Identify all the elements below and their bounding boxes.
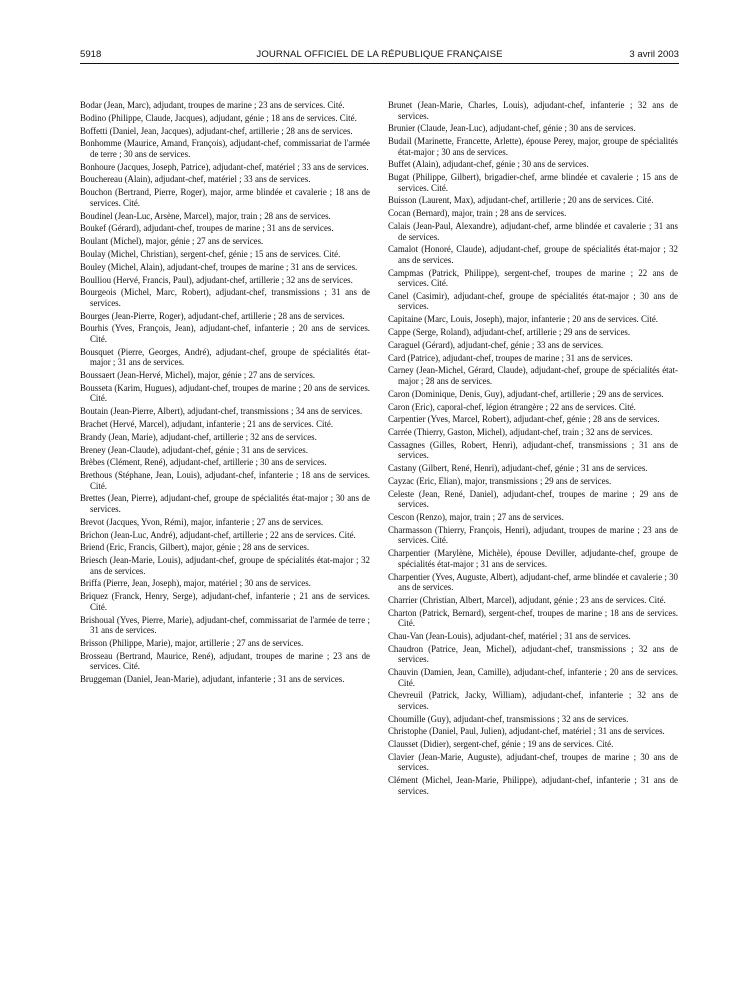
- list-entry: Bodar (Jean, Marc), adjudant, troupes de marine ; 23 ans de services. Cité.: [80, 100, 345, 110]
- list-entry: Bousquet (Pierre, Georges, André), adjudant-chef, groupe de spécialités état-major ; 31 ans de services.: [80, 346, 370, 368]
- list-entry: Card (Patrice), adjudant-chef, troupes de marine ; 31 ans de services.: [388, 352, 633, 363]
- list-entry: Charpentier (Yves, Auguste, Albert), adjudant-chef, arme blindée et cavalerie ; 30 ans de services.: [388, 571, 678, 593]
- list-entry: Bruggeman (Daniel, Jean-Marie), adjudant, infanterie ; 31 ans de services.: [80, 673, 345, 684]
- list-entry: Buffet (Alain), adjudant-chef, génie ; 30 ans de services.: [388, 159, 589, 170]
- list-entry: Breney (Jean-Claude), adjudant-chef, génie ; 31 ans de services.: [80, 444, 308, 455]
- list-entry: Calais (Jean-Paul, Alexandre), adjudant-chef, arme blindée et cavalerie ; 31 ans de services.: [388, 221, 678, 242]
- list-entry: Bonhoure (Jacques, Joseph, Patrice), adjudant-chef, matériel ; 33 ans de services.: [80, 161, 369, 172]
- right-column: [388, 100, 678, 799]
- list-entry: Cayzac (Eric, Elian), major, transmissions ; 29 ans de services.: [388, 476, 612, 487]
- list-entry: Cappe (Serge, Roland), adjudant-chef, artillerie ; 29 ans de services.: [388, 327, 631, 338]
- list-entry: Brunier (Claude, Jean-Luc), adjudant-chef, génie ; 30 ans de services.: [388, 123, 636, 134]
- list-entry: Brosseau (Bertrand, Maurice, René), adjudant, troupes de marine ; 23 ans de services. Cité.: [80, 650, 370, 672]
- list-entry: Caraguel (Gérard), adjudant-chef, génie ; 33 ans de services.: [388, 339, 604, 350]
- list-entry: Cescon (Renzo), major, train ; 27 ans de services.: [388, 512, 564, 523]
- list-entry: Bourgeois (Michel, Marc, Robert), adjudant-chef, transmissions ; 31 ans de services.: [80, 287, 370, 308]
- list-entry: Bouchon (Bertrand, Pierre, Roger), major, arme blindée et cavalerie ; 18 ans de services. Cité.: [80, 187, 370, 208]
- list-entry: Christophe (Daniel, Paul, Julien), adjudant-chef, matériel ; 31 ans de services.: [388, 726, 665, 737]
- list-entry: Charmasson (Thierry, François, Henri), adjudant, troupes de marine ; 23 ans de services. Cité.: [388, 524, 678, 546]
- list-entry: Cocan (Bernard), major, train ; 28 ans de services.: [388, 208, 567, 219]
- list-entry: Chau-Van (Jean-Louis), adjudant-chef, matériel ; 31 ans de services.: [388, 630, 631, 641]
- list-entry: Bourges (Jean-Pierre, Roger), adjudant-chef, artillerie ; 28 ans de services.: [80, 310, 345, 321]
- list-entry: Bodino (Philippe, Claude, Jacques), adjudant, génie ; 18 ans de services. Cité.: [80, 112, 357, 123]
- list-entry: Boulant (Michel), major, génie ; 27 ans de services.: [80, 236, 264, 247]
- list-entry: Chaudron (Patrice, Jean, Michel), adjudant-chef, transmissions ; 32 ans de services.: [388, 643, 678, 665]
- list-entry: Boudinel (Jean-Luc, Arsène, Marcel), major, train ; 28 ans de services.: [80, 210, 331, 221]
- list-entry: Briffa (Pierre, Jean, Joseph), major, matériel ; 30 ans de services.: [80, 578, 311, 589]
- list-entry: Brunet (Jean-Marie, Charles, Louis), adjudant-chef, infanterie ; 32 ans de services.: [388, 100, 678, 121]
- list-entry: Caron (Dominique, Denis, Guy), adjudant-chef, artillerie ; 29 ans de services.: [388, 388, 664, 399]
- list-entry: Boussaert (Jean-Hervé, Michel), major, génie ; 27 ans de services.: [80, 370, 315, 381]
- list-entry: Brachet (Hervé, Marcel), adjudant, infanterie ; 21 ans de services. Cité.: [80, 418, 334, 429]
- list-entry: Bourhis (Yves, François, Jean), adjudant-chef, infanterie ; 20 ans de services. Cité.: [80, 323, 370, 344]
- list-entry: Bouley (Michel, Alain), adjudant-chef, troupes de marine ; 31 ans de services.: [80, 261, 358, 272]
- list-entry: Brevot (Jacques, Yvon, Rémi), major, infanterie ; 27 ans de services.: [80, 516, 324, 527]
- list-entry: Charton (Patrick, Bernard), sergent-chef, troupes de marine ; 18 ans de services. Cité.: [388, 607, 678, 629]
- list-entry: Camalot (Honoré, Claude), adjudant-chef, groupe de spécialités état-major ; 32 ans de services.: [388, 244, 678, 265]
- list-entry: Charpentier (Marylène, Michèle), épouse Deviller, adjudante-chef, groupe de spécialités état-major ; 31 ans de services.: [388, 548, 678, 569]
- header-rule: [80, 63, 679, 64]
- list-entry: Boulliou (Hervé, Francis, Paul), adjudant-chef, artillerie ; 32 ans de services.: [80, 274, 353, 285]
- left-column: [80, 100, 370, 687]
- list-entry: Bonhomme (Maurice, Amand, François), adjudant-chef, commissariat de l'armée de terre ; 30 ans de services.: [80, 138, 370, 159]
- page-number: 5918: [80, 49, 102, 60]
- list-entry: Castany (Gilbert, René, Henri), adjudant-chef, génie ; 31 ans de services.: [388, 463, 648, 474]
- list-entry: Bugat (Philippe, Gilbert), brigadier-chef, arme blindée et cavalerie ; 15 ans de services. Cité.: [388, 172, 678, 193]
- publication-date: 3 avril 2003: [629, 49, 679, 60]
- list-entry: Bouchereau (Alain), adjudant-chef, matériel ; 33 ans de services.: [80, 174, 311, 185]
- list-entry: Boukef (Gérard), adjudant-chef, troupes de marine ; 31 ans de services.: [80, 223, 334, 234]
- list-entry: Cassagnes (Gilles, Robert, Henri), adjudant-chef, transmissions ; 31 ans de services.: [388, 439, 678, 461]
- list-entry: Capitaine (Marc, Louis, Joseph), major, infanterie ; 20 ans de services. Cité.: [388, 314, 659, 325]
- page-header: [80, 49, 679, 61]
- list-entry: Carrée (Thierry, Gaston, Michel), adjudant-chef, train ; 32 ans de services.: [388, 427, 653, 438]
- list-entry: Canel (Casimir), adjudant-chef, groupe de spécialités état-major ; 30 ans de services.: [388, 290, 678, 312]
- list-entry: Clausset (Didier), sergent-chef, génie ; 19 ans de services. Cité.: [388, 739, 614, 750]
- list-entry: Carney (Jean-Michel, Gérard, Claude), adjudant-chef, groupe de spécialités état-major ; 28 ans de services.: [388, 365, 678, 386]
- list-entry: Caron (Eric), caporal-chef, légion étrangère ; 22 ans de services. Cité.: [388, 401, 636, 412]
- list-entry: Bousseta (Karim, Hugues), adjudant-chef, troupes de marine ; 20 ans de services. Cité.: [80, 382, 370, 404]
- list-entry: Briend (Eric, Francis, Gilbert), major, génie ; 28 ans de services.: [80, 542, 310, 553]
- journal-title: JOURNAL OFFICIEL DE LA RÉPUBLIQUE FRANÇAISE: [256, 49, 503, 60]
- list-entry: Chevreuil (Patrick, Jacky, William), adjudant-chef, infanterie ; 32 ans de services.: [388, 690, 678, 711]
- list-entry: Charrier (Christian, Albert, Marcel), adjudant, génie ; 23 ans de services. Cité.: [388, 594, 666, 605]
- list-entry: Brettes (Jean, Pierre), adjudant-chef, groupe de spécialités état-major ; 30 ans de services.: [80, 493, 370, 514]
- list-entry: Boffetti (Daniel, Jean, Jacques), adjudant-chef, artillerie ; 28 ans de services.: [80, 125, 353, 136]
- list-entry: Boutain (Jean-Pierre, Albert), adjudant-chef, transmissions ; 34 ans de services.: [80, 406, 363, 417]
- list-entry: Brishoual (Yves, Pierre, Marie), adjudant-chef, commissariat de l'armée de terre ; 31 ans de services.: [80, 614, 370, 635]
- list-entry: Budail (Marinette, Francette, Arlette), épouse Perey, major, groupe de spécialités état-major ; 30 ans de services.: [388, 136, 678, 157]
- list-entry: Buisson (Laurent, Max), adjudant-chef, artillerie ; 20 ans de services. Cité.: [388, 195, 654, 206]
- list-entry: Brichon (Jean-Luc, André), adjudant-chef, artillerie ; 22 ans de services. Cité.: [80, 529, 356, 540]
- list-entry: Boulay (Michel, Christian), sergent-chef, génie ; 15 ans de services. Cité.: [80, 248, 341, 259]
- list-entry: Briesch (Jean-Marie, Louis), adjudant-chef, groupe de spécialités état-major ; 32 ans de services.: [80, 555, 370, 576]
- list-entry: Choumille (Guy), adjudant-chef, transmissions ; 32 ans de services.: [388, 713, 629, 724]
- list-entry: Briquez (Franck, Henry, Serge), adjudant-chef, infanterie ; 21 ans de services. Cité.: [80, 591, 370, 612]
- list-entry: Brandy (Jean, Marie), adjudant-chef, artillerie ; 32 ans de services.: [80, 431, 317, 442]
- list-entry: Brisson (Philippe, Marie), major, artillerie ; 27 ans de services.: [80, 637, 304, 648]
- list-entry: Clément (Michel, Jean-Marie, Philippe), adjudant-chef, infanterie ; 31 ans de services.: [388, 775, 678, 796]
- list-entry: Clavier (Jean-Marie, Auguste), adjudant-chef, troupes de marine ; 30 ans de services.: [388, 751, 678, 773]
- list-entry: Brèbes (Clément, René), adjudant-chef, artillerie ; 30 ans de services.: [80, 457, 327, 468]
- list-entry: Carpentier (Yves, Marcel, Robert), adjudant-chef, génie ; 28 ans de services.: [388, 414, 660, 425]
- list-entry: Brethous (Stéphane, Jean, Louis), adjudant-chef, infanterie ; 18 ans de services. Cité.: [80, 470, 370, 491]
- list-entry: Campmas (Patrick, Philippe), sergent-chef, troupes de marine ; 22 ans de services. Cité.: [388, 267, 678, 289]
- list-entry: Celeste (Jean, René, Daniel), adjudant-chef, troupes de marine ; 29 ans de services.: [388, 488, 678, 510]
- list-entry: Chauvin (Damien, Jean, Camille), adjudant-chef, infanterie ; 20 ans de services. Cité.: [388, 667, 678, 688]
